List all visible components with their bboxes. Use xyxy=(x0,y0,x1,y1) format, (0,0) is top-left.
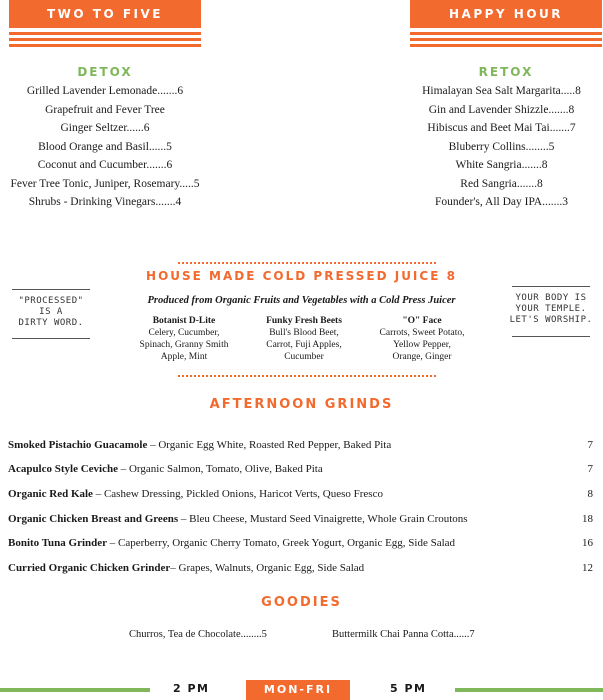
dish-description: – Grapes, Walnuts, Organic Egg, Side Salad xyxy=(170,562,365,574)
dish-name: Smoked Pistachio Guacamole xyxy=(8,439,148,451)
list-item: Hibiscus and Beet Mai Tai.......7 xyxy=(427,122,576,134)
retox-heading: RETOX xyxy=(478,65,534,79)
footer-left-line xyxy=(0,688,150,692)
juice-ingredients: Orange, Ginger xyxy=(392,352,452,362)
goodie-item: Buttermilk Chai Panna Cotta......7 xyxy=(332,629,475,640)
goodie-item: Churros, Tea de Chocolate........5 xyxy=(129,629,267,640)
goodies-heading: GOODIES xyxy=(261,595,342,610)
juice-ingredients: Carrots, Sweet Potato, xyxy=(379,328,465,338)
grinds-heading: AFTERNOON GRINDS xyxy=(209,397,394,412)
juice-item xyxy=(126,315,242,363)
list-item: Fever Tree Tonic, Juniper, Rosemary.....5 xyxy=(10,177,200,190)
list-item: Red Sangria.......8 xyxy=(460,177,543,190)
juice-heading: HOUSE MADE COLD PRESSED JUICE 8 xyxy=(146,269,457,283)
juice-item xyxy=(364,315,480,363)
dish-description: – Organic Salmon, Tomato, Olive, Baked Pita xyxy=(117,463,323,475)
quote-line: IS A xyxy=(39,307,63,317)
footer-start-time: 2 PM xyxy=(173,682,210,695)
list-item: Blood Orange and Basil......5 xyxy=(38,140,172,153)
grind-item xyxy=(8,463,593,476)
footer-days-badge: MON-FRI xyxy=(246,680,350,700)
dish-price: 7 xyxy=(587,439,593,451)
left-quote-top-rule xyxy=(12,289,90,290)
right-quote-top-rule xyxy=(512,286,590,287)
dish-description: – Bleu Cheese, Mustard Seed Vinaigrette, Whole Grain Croutons xyxy=(178,513,468,525)
grind-item xyxy=(8,562,593,575)
dish-name: Organic Red Kale xyxy=(8,488,93,500)
juice-ingredients: Spinach, Granny Smith xyxy=(139,340,229,350)
dish-name: Bonito Tuna Grinder xyxy=(8,537,108,549)
dish-price: 7 xyxy=(587,463,593,475)
juice-subtitle: Produced from Organic Fruits and Vegetables with a Cold Press Juicer xyxy=(147,295,456,306)
grind-item xyxy=(8,488,593,501)
quote-line: LET'S WORSHIP. xyxy=(509,315,593,325)
juice-ingredients: Carrot, Fuji Apples, xyxy=(266,340,342,350)
dish-description: – Caperberry, Organic Cherry Tomato, Greek Yogurt, Organic Egg, Side Salad xyxy=(107,537,456,549)
right-banner-stripes xyxy=(410,32,602,50)
juice-ingredients: Cucumber xyxy=(284,352,324,362)
dish-description: – Cashew Dressing, Pickled Onions, Haricot Verts, Queso Fresco xyxy=(92,488,383,500)
juice-bottom-divider xyxy=(178,375,436,377)
right-quote-bottom-rule xyxy=(512,336,590,337)
footer-end-time: 5 PM xyxy=(390,682,427,695)
happy-hour-banner: HAPPY HOUR xyxy=(410,0,602,28)
list-item: Ginger Seltzer......6 xyxy=(60,122,150,134)
juice-ingredients: Apple, Mint xyxy=(160,352,208,362)
list-item: Gin and Lavender Shizzle.......8 xyxy=(428,103,575,116)
dish-price: 18 xyxy=(582,513,593,525)
juice-top-divider xyxy=(178,262,436,264)
dish-price: 12 xyxy=(582,562,593,574)
dish-name: Organic Chicken Breast and Greens xyxy=(8,513,179,525)
dish-name: Acapulco Style Ceviche xyxy=(8,463,118,475)
juice-ingredients: Yellow Pepper, xyxy=(393,340,451,350)
dish-price: 16 xyxy=(582,537,593,549)
quote-line: DIRTY WORD. xyxy=(18,318,84,328)
footer-right-line xyxy=(455,688,603,692)
juice-name: "O" Face xyxy=(402,316,442,326)
quote-line: YOUR BODY IS xyxy=(515,293,587,303)
detox-heading: DETOX xyxy=(77,65,133,79)
quote-line: "PROCESSED" xyxy=(18,296,84,306)
detox-list xyxy=(0,82,210,212)
juice-ingredients: Celery, Cucumber, xyxy=(148,328,220,338)
quote-line: YOUR TEMPLE. xyxy=(515,304,587,314)
juice-item xyxy=(246,315,362,363)
left-banner-stripes xyxy=(9,32,201,50)
list-item: White Sangria.......8 xyxy=(455,159,548,171)
grind-item xyxy=(8,439,593,452)
list-item: Shrubs - Drinking Vinegars.......4 xyxy=(28,196,182,208)
juice-ingredients: Bull's Blood Beet, xyxy=(269,328,339,338)
list-item: Grapefruit and Fever Tree xyxy=(45,103,165,116)
list-item: Bluberry Collins........5 xyxy=(448,140,555,153)
juice-name: Funky Fresh Beets xyxy=(266,316,342,326)
list-item: Grilled Lavender Lemonade.......6 xyxy=(26,85,184,97)
dish-description: – Organic Egg White, Roasted Red Pepper, Baked Pita xyxy=(147,439,392,451)
list-item: Coconut and Cucumber.......6 xyxy=(37,159,173,171)
dish-price: 8 xyxy=(587,488,593,500)
juice-name: Botanist D-Lite xyxy=(152,316,216,326)
grind-item xyxy=(8,537,593,550)
two-to-five-banner: TWO TO FIVE xyxy=(9,0,201,28)
list-item: Himalayan Sea Salt Margarita.....8 xyxy=(422,85,581,97)
retox-list xyxy=(400,82,603,212)
dish-name: Curried Organic Chicken Grinder xyxy=(8,562,171,574)
list-item: Founder's, All Day IPA.......3 xyxy=(435,196,568,208)
left-quote-bottom-rule xyxy=(12,338,90,339)
grind-item xyxy=(8,513,593,526)
